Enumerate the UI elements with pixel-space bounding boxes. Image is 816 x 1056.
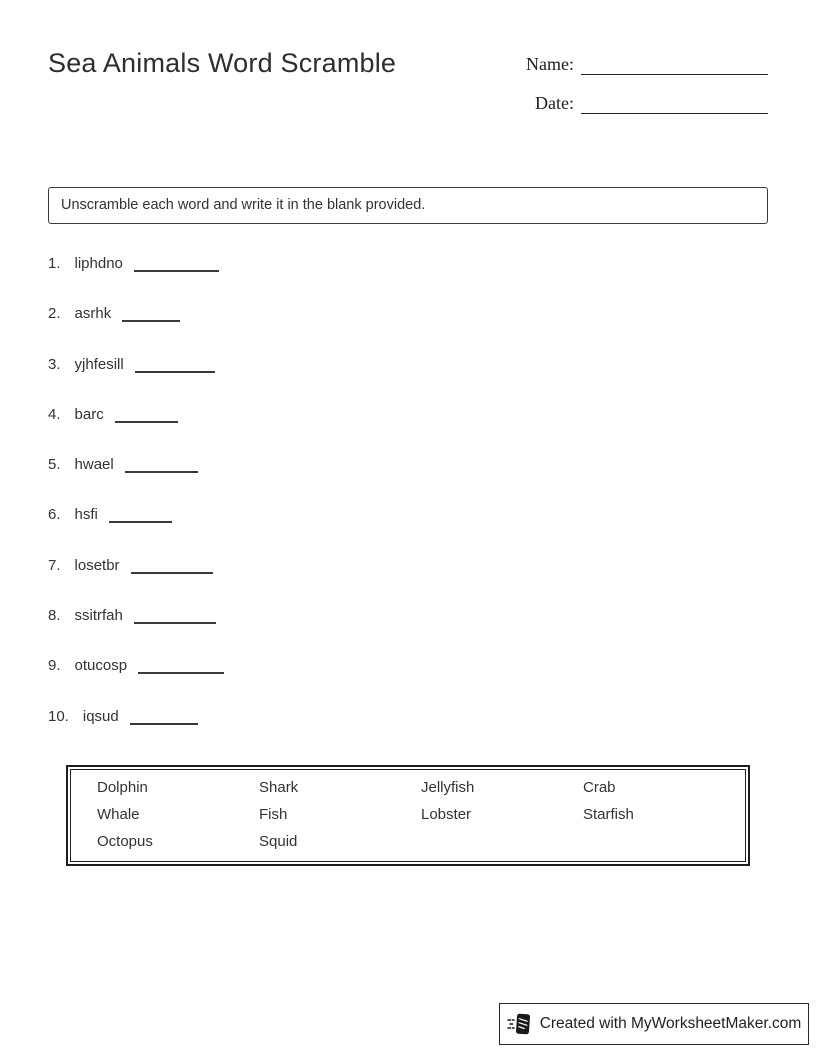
answer-blank-line xyxy=(134,612,216,624)
answer-blank-line xyxy=(115,411,178,423)
answer-blank-line xyxy=(125,461,198,473)
word-bank-item: Whale xyxy=(97,806,140,823)
date-row xyxy=(516,92,768,114)
question-number: 3. xyxy=(48,355,61,373)
word-bank-grid xyxy=(71,778,745,851)
answer-blank-line xyxy=(109,511,172,523)
question-row xyxy=(48,557,816,577)
question-list xyxy=(48,255,816,728)
instruction-box xyxy=(48,187,768,224)
word-bank-inner-border xyxy=(70,769,746,862)
question-row xyxy=(48,456,816,476)
question-row xyxy=(48,607,816,627)
name-label: Name: xyxy=(526,54,574,74)
page-title: Sea Animals Word Scramble xyxy=(48,48,397,78)
question-row xyxy=(48,356,816,376)
word-bank-item: Octopus xyxy=(97,833,153,850)
question-row xyxy=(48,506,816,526)
scrambled-word: hsfi xyxy=(74,506,98,524)
question-number: 1. xyxy=(48,255,61,272)
scrambled-word: hwael xyxy=(74,456,114,474)
answer-blank-line xyxy=(138,662,224,674)
scrambled-word: losetbr xyxy=(74,556,120,574)
scrambled-word: liphdno xyxy=(74,255,123,272)
question-number: 9. xyxy=(48,657,61,675)
answer-blank-line xyxy=(134,260,219,272)
worksheet-logo-icon xyxy=(507,1011,533,1037)
answer-blank-line xyxy=(122,310,180,322)
date-blank-line xyxy=(581,92,768,114)
word-bank-item: Crab xyxy=(583,779,616,796)
scrambled-word: otucosp xyxy=(74,657,128,675)
word-bank-item: Jellyfish xyxy=(421,779,475,796)
word-bank-item: Lobster xyxy=(421,806,472,823)
question-row xyxy=(48,708,816,728)
word-bank-item: Squid xyxy=(259,833,298,850)
word-bank-item: Dolphin xyxy=(97,779,148,796)
scrambled-word: ssitrfah xyxy=(74,607,123,625)
question-number: 8. xyxy=(48,607,61,625)
question-number: 6. xyxy=(48,506,61,524)
scrambled-word: yjhfesill xyxy=(74,355,124,373)
scrambled-word: barc xyxy=(74,405,104,423)
scrambled-word: iqsud xyxy=(82,707,119,725)
question-row xyxy=(48,305,816,325)
credit-badge xyxy=(499,1003,809,1045)
name-blank-line xyxy=(581,53,768,75)
name-date-block xyxy=(516,53,768,131)
date-label: Date: xyxy=(535,93,574,113)
question-number: 4. xyxy=(48,405,61,423)
instruction-text: Unscramble each word and write it in the blank provided. xyxy=(61,197,426,213)
question-row xyxy=(48,406,816,426)
word-bank-item: Shark xyxy=(259,779,299,796)
header xyxy=(0,0,816,131)
answer-blank-line xyxy=(130,713,198,725)
question-row xyxy=(48,657,816,677)
answer-blank-line xyxy=(135,361,215,373)
question-number: 2. xyxy=(48,305,61,323)
answer-blank-line xyxy=(131,562,213,574)
question-number: 10. xyxy=(48,707,69,725)
word-bank-item: Fish xyxy=(259,806,288,823)
question-number: 7. xyxy=(48,556,61,574)
question-row xyxy=(48,255,816,275)
question-number: 5. xyxy=(48,456,61,474)
scrambled-word: asrhk xyxy=(74,305,112,323)
word-bank xyxy=(66,765,750,866)
word-bank-item: Starfish xyxy=(583,806,634,823)
name-row xyxy=(516,53,768,75)
credit-text: Created with MyWorksheetMaker.com xyxy=(539,1015,802,1032)
